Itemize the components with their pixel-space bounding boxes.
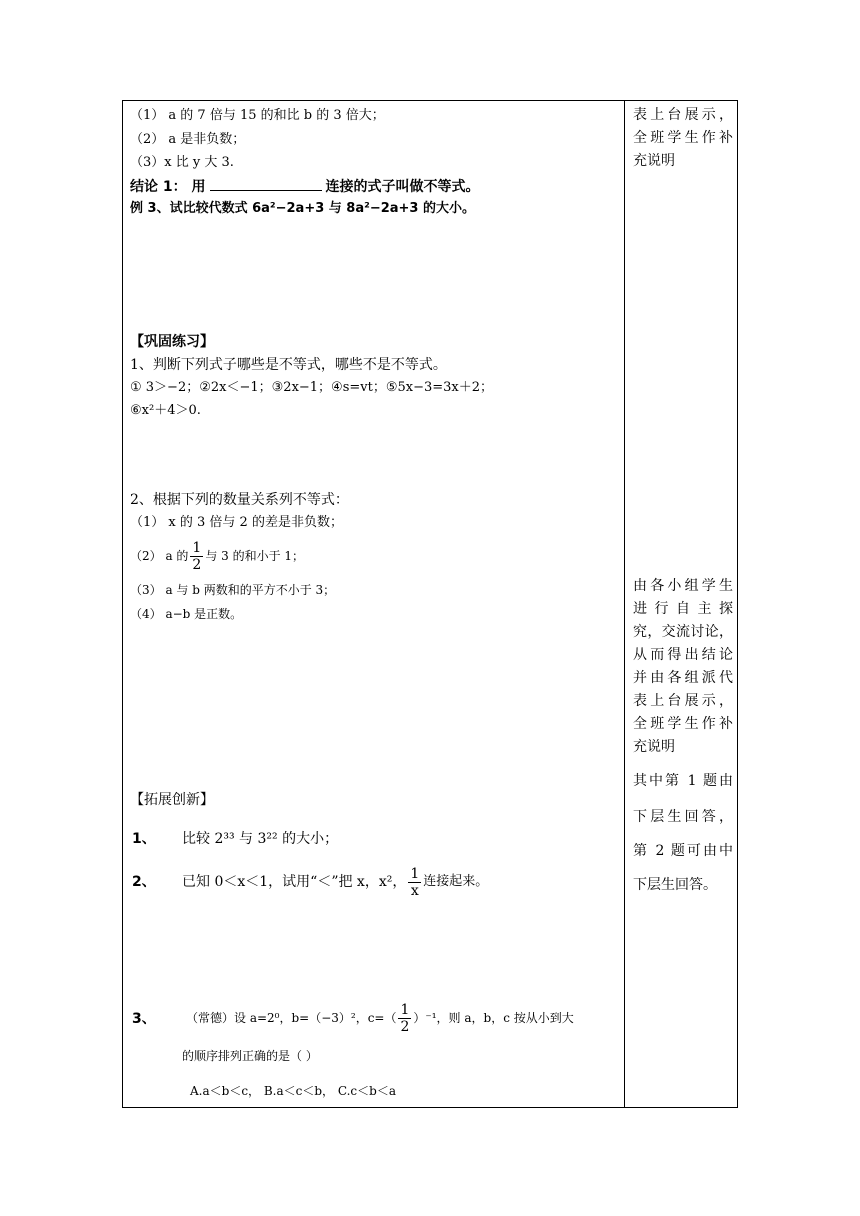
fraction-one-half: $\frac{1}{2}$ bbox=[192, 539, 202, 573]
note-3-line-1: 其中第 1 题由 bbox=[633, 773, 733, 789]
note-1-line-1: 表上台展示， bbox=[633, 107, 733, 123]
note-3-line-3: 第 2 题可由中 bbox=[633, 843, 733, 859]
note-2-line-5: 并由各组派代 bbox=[633, 670, 733, 686]
fill-blank bbox=[210, 176, 322, 191]
extend-2-prefix: 已知 0＜x＜1，试用“＜”把 x，x²， bbox=[182, 874, 407, 890]
fraction-one-half-3: $\frac{1}{2}$ bbox=[400, 1001, 410, 1035]
note-2-line-6: 表上台展示， bbox=[633, 693, 733, 709]
conclusion-suffix: 连接的式子叫做不等式。 bbox=[325, 179, 480, 195]
note-2-line-8: 充说明 bbox=[633, 739, 675, 755]
extend-2-number: 2、 bbox=[132, 874, 156, 890]
note-2-line-1: 由各小组学生 bbox=[633, 578, 733, 594]
note-2-line-7: 全班学生作补 bbox=[633, 716, 733, 732]
conclusion-prefix: 结论 1： 用 bbox=[130, 179, 206, 195]
consolidate-heading: 【巩固练习】 bbox=[130, 334, 214, 350]
extend-3-options: A.a＜b＜c， B.a＜c＜b， C.c＜b＜a bbox=[190, 1084, 396, 1098]
extend-3-suffix: ）⁻¹，则 a，b，c 按从小到大 bbox=[413, 1011, 574, 1025]
exercise-1-items: ① 3＞−2；②2x＜−1；③2x−1；④s=vt；⑤5x−3=3x＋2； bbox=[130, 380, 494, 395]
example-3: 例 3、试比较代数式 6a²−2a+3 与 8a²−2a+3 的大小。 bbox=[130, 201, 475, 216]
note-3-line-4: 下层生回答。 bbox=[633, 877, 717, 893]
extend-2-suffix: 连接起来。 bbox=[423, 874, 489, 889]
q2-prefix: （2） a 的 bbox=[130, 549, 189, 563]
fraction-one-over-x: $\frac{1}{x}$ bbox=[410, 865, 420, 899]
exercise-2-q3: （3） a 与 b 两数和的平方不小于 3； bbox=[130, 583, 336, 597]
note-2-line-4: 从而得出结论 bbox=[633, 647, 733, 663]
note-2-line-2: 进行自主探 bbox=[633, 601, 733, 617]
q2-suffix: 与 3 的和小于 1； bbox=[205, 549, 305, 563]
exercise-2-q2 bbox=[130, 536, 304, 576]
conclusion-1 bbox=[130, 176, 480, 197]
note-2-line-3: 究，交流讨论， bbox=[633, 624, 733, 640]
exercise-2-title: 2、根据下列的数量关系列不等式： bbox=[130, 492, 349, 508]
extend-1-text: 比较 2³³ 与 3²² 的大小； bbox=[182, 831, 339, 847]
extend-3-prefix: （常德）设 a=2⁰，b=（−3）²，c=（ bbox=[186, 1011, 397, 1025]
exercise-1-item-6: ⑥x²＋4＞0. bbox=[130, 403, 201, 418]
exercise-2-q1: （1） x 的 3 倍与 2 的差是非负数； bbox=[130, 515, 343, 530]
extend-3-line-2: 的顺序排列正确的是（ ） bbox=[182, 1049, 318, 1063]
note-3-line-2: 下层生回答， bbox=[633, 809, 733, 825]
extend-3-text bbox=[186, 998, 574, 1038]
exercise-1-title: 1、判断下列式子哪些是不等式，哪些不是不等式。 bbox=[130, 357, 447, 373]
exercise-2-q4: （4） a−b 是正数。 bbox=[130, 607, 243, 621]
extend-3-number: 3、 bbox=[132, 1011, 156, 1027]
question-3: （3）x 比 y 大 3. bbox=[130, 155, 234, 170]
column-divider bbox=[624, 100, 625, 1108]
extend-1-number: 1、 bbox=[132, 831, 156, 847]
note-1-line-3: 充说明 bbox=[633, 153, 675, 169]
question-2: （2） a 是非负数； bbox=[130, 132, 246, 147]
question-1: （1） a 的 7 倍与 15 的和比 b 的 3 倍大； bbox=[130, 108, 385, 123]
note-1-line-2: 全班学生作补 bbox=[633, 130, 733, 146]
extend-2-text bbox=[182, 862, 488, 902]
extend-heading: 【拓展创新】 bbox=[130, 792, 214, 808]
